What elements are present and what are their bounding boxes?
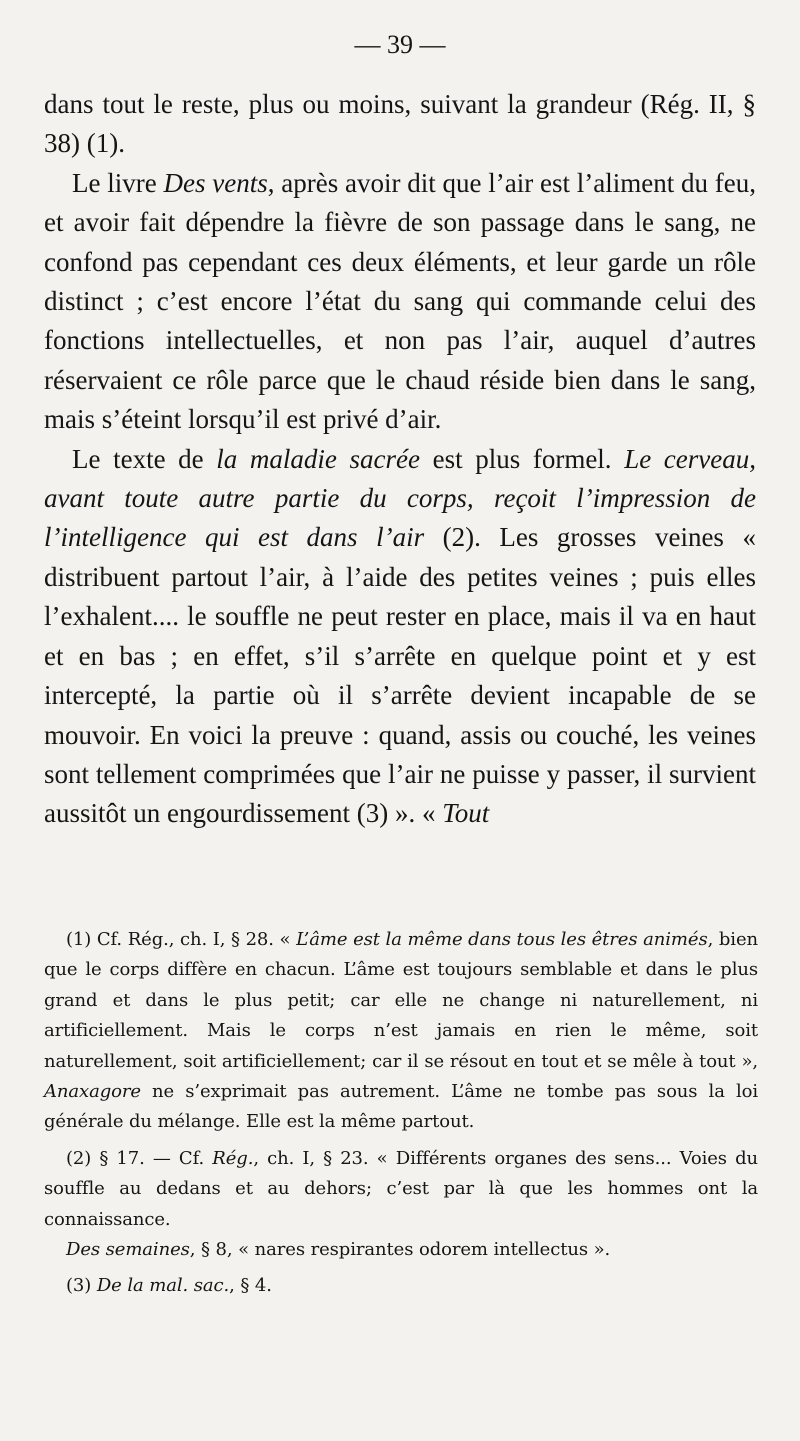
page-number: — 39 — xyxy=(354,30,446,59)
footnote-3 xyxy=(44,1271,758,1301)
text-run: (3) xyxy=(66,1275,97,1297)
footnote-2-continued xyxy=(44,1235,758,1265)
text-run: , ch. I, § 23. « Différents organes des sens... Voies du souffle au dedans et au dehors; c’est par là que les hommes ont la connaissance. xyxy=(44,1147,758,1230)
italic-title-des-vents: Des vents xyxy=(163,167,268,198)
text-run: , § 4. xyxy=(229,1275,272,1297)
footnotes xyxy=(44,925,758,1308)
paragraph-3 xyxy=(44,440,756,834)
text-run: (1) Cf. Rég., ch. I, § 28. « xyxy=(66,929,297,950)
italic-abbrev: De la mal. sac. xyxy=(96,1275,230,1297)
footnote-1 xyxy=(44,925,758,1138)
text-run: Le texte de xyxy=(72,443,217,474)
italic-quotation: Le cerveau, avant toute autre partie du corps, reçoit l’impression de l’intelligence qui est dans l’air xyxy=(44,443,756,553)
paragraph-1: dans tout le reste, plus ou moins, suivant la grandeur (Rég. II, § 38) (1). xyxy=(44,89,756,159)
paragraph-2 xyxy=(44,164,756,440)
italic-title-maladie-sacree: la maladie sacrée xyxy=(216,443,420,474)
italic-abbrev: Rég. xyxy=(212,1147,254,1169)
text-run: , après avoir dit que l’air est l’aliment du feu, et avoir fait dépendre la fièvre de son passage dans le sang, ne confond pas cependant ces deux éléments, et leur garde un rôle distinct ; c’est encore l’état du sang qui commande celui des fonctions intellectuelles, et non pas l’air, auquel d’autres réservaient ce rôle parce que le chaud réside bien dans le sang, mais s’éteint lorsqu’il est privé d’air. xyxy=(44,167,756,435)
text-run: , § 8, « nares respirantes odorem intellectus ». xyxy=(189,1239,611,1261)
text-run: (2). Les grosses veines « distribuent partout l’air, à l’aide des petites veines ; puis elles l’exhalent.... le souffle ne peut rester en place, mais il va en haut et en bas ; en effet, s’il s’arrête en quelque point et y est intercepté, la partie où il s’arrête devient incapable de se mouvoir. En voici la preuve : quand, assis ou couché, les veines sont tellement comprimées que l’air ne puisse y passer, il survient aussitôt un engourdissement (3) ». « xyxy=(44,522,756,829)
italic-title-des-semaines: Des semaines xyxy=(66,1239,190,1261)
text-run: , bien que le corps diffère en chacun. L’âme est toujours semblable et dans le plus grand et dans le plus petit; car elle ne change ni naturellement, ni artificiellement. Mais le corps n’est jamais en rien le même, soit naturellement, soit artificiellement; car il se résout en tout et se mêle à tout », xyxy=(44,929,758,1072)
italic-word: Tout xyxy=(442,798,490,829)
italic-quotation: L’âme est la même dans tous les êtres animés xyxy=(296,929,708,950)
footnote-2 xyxy=(44,1144,758,1235)
italic-name: Anaxagore xyxy=(44,1081,141,1103)
main-text xyxy=(44,85,756,834)
text-run: ne s’exprimait pas autrement. L’âme ne tombe pas sous la loi générale du mélange. Elle est la même partout. xyxy=(44,1081,758,1133)
text-run: est plus formel. xyxy=(419,443,625,474)
text-run: Le livre xyxy=(72,167,164,198)
text-run: (2) § 17. — Cf. xyxy=(66,1147,213,1169)
